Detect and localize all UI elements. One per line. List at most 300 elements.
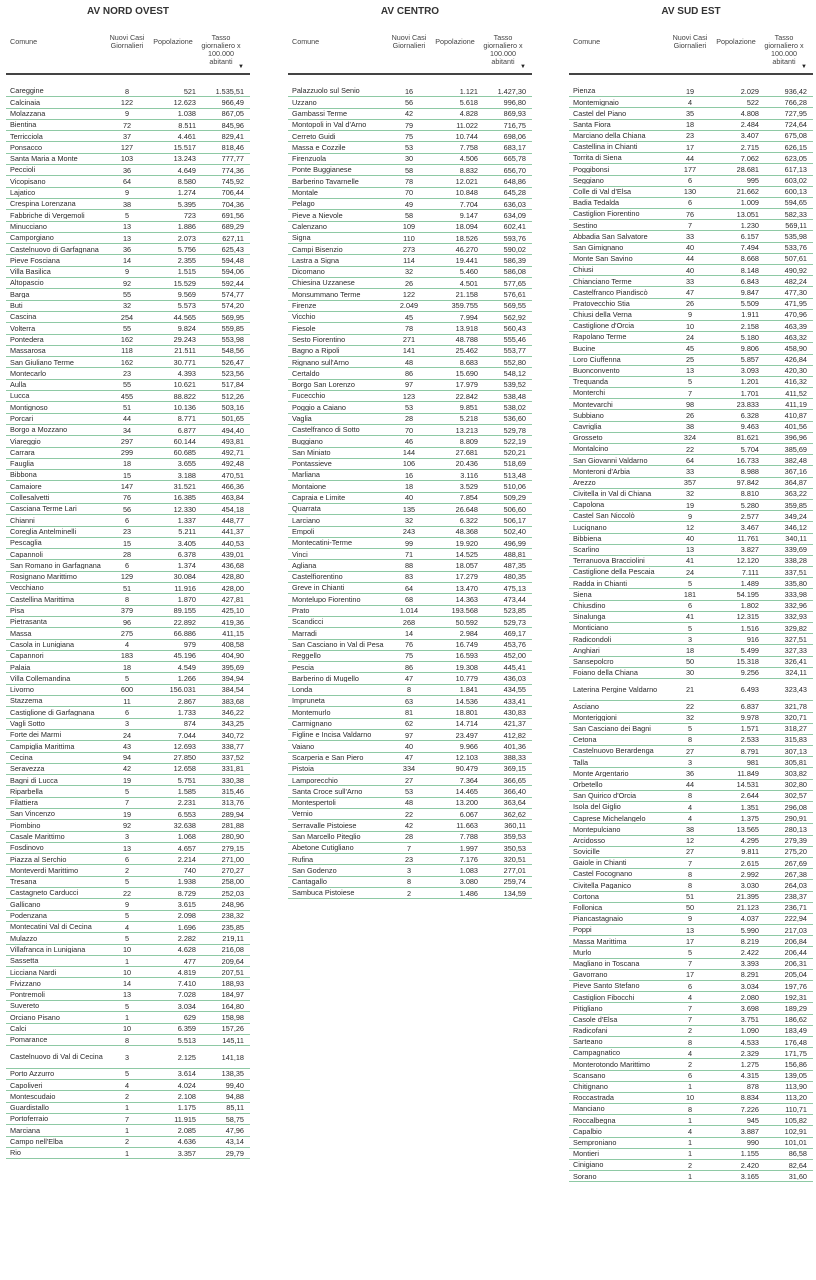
popolazione-cell: 5.513 xyxy=(177,1035,196,1045)
popolazione-cell: 13.213 xyxy=(455,425,478,435)
popolazione-cell: 25.462 xyxy=(455,346,478,356)
comune-cell: Bientina xyxy=(10,121,37,129)
tasso-cell: 539,52 xyxy=(503,380,526,390)
popolazione-cell: 3.407 xyxy=(740,131,759,141)
nuovi-casi-cell: 17 xyxy=(685,142,695,152)
popolazione-cell: 14.363 xyxy=(455,595,478,604)
tasso-cell: 192,31 xyxy=(784,992,807,1002)
comune-cell: Trequanda xyxy=(573,378,609,386)
table-row xyxy=(6,493,250,504)
nuovi-casi-cell: 51 xyxy=(685,892,695,902)
comune-cell: Portoferraio xyxy=(10,1115,49,1123)
table-row xyxy=(6,199,250,210)
popolazione-cell: 2.282 xyxy=(177,933,196,943)
sort-descending-icon[interactable]: ▼ xyxy=(238,64,244,70)
table-row xyxy=(6,651,250,662)
table-row xyxy=(6,538,250,549)
tasso-cell: 156,86 xyxy=(784,1059,807,1069)
comune-cell: Suvereto xyxy=(10,1002,40,1010)
comune-cell: Talla xyxy=(573,758,589,767)
tasso-cell: 396,96 xyxy=(784,433,807,443)
popolazione-cell: 8.809 xyxy=(459,436,478,446)
comune-cell: Murlo xyxy=(573,948,592,957)
table-row xyxy=(569,668,813,679)
nuovi-casi-cell: 455 xyxy=(120,391,134,401)
nuovi-casi-cell: 46 xyxy=(404,436,414,446)
popolazione-cell: 1.516 xyxy=(740,623,759,633)
nuovi-casi-cell: 75 xyxy=(404,651,414,661)
popolazione-cell: 18.057 xyxy=(455,561,478,571)
table-row xyxy=(288,730,532,741)
section-title: AV NORD OVEST xyxy=(86,6,170,17)
comune-cell: Pisa xyxy=(10,607,25,615)
comune-cell: Londa xyxy=(292,686,313,694)
table-row xyxy=(288,888,532,899)
header-comune[interactable]: Comune xyxy=(573,37,601,46)
nuovi-casi-cell: 51 xyxy=(122,402,132,412)
tasso-cell: 206,84 xyxy=(784,936,807,946)
comune-cell: Pescia xyxy=(292,663,314,672)
comune-cell: Badia Tedalda xyxy=(573,199,620,207)
popolazione-cell: 48.788 xyxy=(455,335,478,345)
nuovi-casi-cell: 6 xyxy=(687,1071,693,1081)
tasso-cell: 426,84 xyxy=(784,355,807,365)
tasso-cell: 493,81 xyxy=(221,436,244,446)
tasso-cell: 315,83 xyxy=(784,735,807,745)
comune-cell: Seggiano xyxy=(573,176,604,185)
popolazione-cell: 8.771 xyxy=(177,414,196,424)
table-row xyxy=(6,854,250,865)
table-row xyxy=(569,299,813,310)
popolazione-cell: 5.499 xyxy=(740,645,759,655)
header-comune[interactable]: Comune xyxy=(292,37,320,46)
comune-cell: Fiesole xyxy=(292,324,316,333)
tasso-cell: 138,35 xyxy=(221,1069,244,1079)
tasso-cell: 593,76 xyxy=(503,233,526,243)
popolazione-cell: 31.521 xyxy=(173,482,196,492)
tasso-cell: 205,04 xyxy=(784,970,807,980)
popolazione-cell: 979 xyxy=(183,640,196,650)
comune-cell: Casole d'Elsa xyxy=(573,1015,618,1024)
comune-cell: Poggibonsi xyxy=(573,165,610,174)
nuovi-casi-cell: 8 xyxy=(687,735,693,745)
popolazione-cell: 6.553 xyxy=(177,809,196,819)
tasso-cell: 463,39 xyxy=(784,321,807,331)
comune-cell: Prato xyxy=(292,607,310,615)
table-row xyxy=(569,1115,813,1126)
nuovi-casi-cell: 1 xyxy=(124,1012,130,1022)
header-nuovi-casi[interactable]: Nuovi Casi Giornalieri xyxy=(391,33,427,50)
nuovi-casi-cell: 56 xyxy=(122,504,132,514)
tasso-cell: 222,94 xyxy=(784,914,807,924)
comune-cell: Poppi xyxy=(573,926,592,934)
tasso-cell: 338,77 xyxy=(221,741,244,751)
section-title: AV SUD EST xyxy=(661,6,721,17)
comune-cell: Monteriggioni xyxy=(573,713,617,722)
tasso-cell: 439,01 xyxy=(221,549,244,559)
tasso-cell: 94,88 xyxy=(225,1092,244,1102)
nuovi-casi-cell: 32 xyxy=(685,489,695,499)
tasso-cell: 603,02 xyxy=(784,176,807,186)
nuovi-casi-cell: 3 xyxy=(124,1052,130,1062)
comune-cell: Pelago xyxy=(292,200,315,208)
nuovi-casi-cell: 9 xyxy=(124,109,130,119)
table-row xyxy=(288,820,532,831)
popolazione-cell: 54.195 xyxy=(736,590,759,600)
popolazione-cell: 5.573 xyxy=(177,301,196,311)
comune-cell: Stazzema xyxy=(10,697,43,705)
table-row xyxy=(569,645,813,656)
table-row xyxy=(288,459,532,470)
table-row xyxy=(569,1093,813,1104)
tasso-cell: 623,05 xyxy=(784,153,807,163)
comune-cell: Radicofani xyxy=(573,1027,608,1035)
comune-cell: Caprese Michelangelo xyxy=(573,814,646,823)
table-row xyxy=(288,86,532,97)
table-row xyxy=(569,1037,813,1048)
comune-cell: Gallicano xyxy=(10,900,41,909)
comune-cell: Villa Basilica xyxy=(10,268,51,276)
popolazione-cell: 2.422 xyxy=(740,948,759,958)
header-tasso[interactable]: Tasso giornaliero x 100.000 abitanti xyxy=(201,33,241,66)
popolazione-cell: 21.511 xyxy=(174,346,196,356)
sort-descending-icon[interactable]: ▼ xyxy=(520,64,526,70)
table-row xyxy=(569,880,813,891)
table-row xyxy=(288,617,532,628)
tasso-cell: 238,32 xyxy=(221,911,244,921)
tasso-cell: 665,78 xyxy=(503,154,526,164)
popolazione-cell: 2.098 xyxy=(177,911,196,921)
nuovi-casi-cell: 2 xyxy=(124,1137,130,1147)
nuovi-casi-cell: 7 xyxy=(687,1003,693,1013)
tasso-cell: 346,12 xyxy=(784,522,807,532)
tasso-cell: 259,74 xyxy=(503,877,526,887)
popolazione-cell: 13.918 xyxy=(455,323,478,333)
popolazione-cell: 3.393 xyxy=(740,959,759,969)
header-comune[interactable]: Comune xyxy=(10,37,38,46)
comune-cell: Grosseto xyxy=(573,434,603,442)
comune-cell: Vaglia xyxy=(292,415,312,423)
table-row xyxy=(288,176,532,187)
nuovi-casi-cell: 8 xyxy=(406,685,412,695)
popolazione-cell: 14.531 xyxy=(736,780,759,790)
section-centro xyxy=(288,6,532,899)
header-popolazione[interactable]: Popolazione xyxy=(435,37,475,46)
popolazione-cell: 89.155 xyxy=(173,606,196,616)
table-row xyxy=(569,757,813,768)
tasso-cell: 323,43 xyxy=(784,685,807,695)
tasso-cell: 569,95 xyxy=(221,312,244,322)
comune-cell: Campo nell'Elba xyxy=(10,1138,63,1146)
table-row xyxy=(6,380,250,391)
comune-cell: Montemurlo xyxy=(292,708,331,717)
popolazione-cell: 10.621 xyxy=(173,380,196,390)
header-nuovi-casi[interactable]: Nuovi Casi Giornalieri xyxy=(672,33,708,50)
table-row xyxy=(288,854,532,865)
table-row xyxy=(569,209,813,220)
table-row xyxy=(6,86,250,97)
popolazione-cell: 1.155 xyxy=(740,1149,759,1159)
tasso-cell: 362,62 xyxy=(503,809,526,819)
tasso-cell: 689,29 xyxy=(221,222,244,232)
comune-cell: Scarlino xyxy=(573,546,600,554)
table-row xyxy=(288,97,532,108)
nuovi-casi-cell: 8 xyxy=(124,1035,130,1045)
tasso-cell: 675,08 xyxy=(784,131,807,141)
tasso-cell: 29,79 xyxy=(225,1148,244,1158)
comune-cell: Porcari xyxy=(10,415,34,423)
tasso-cell: 350,53 xyxy=(503,843,526,853)
popolazione-cell: 2.533 xyxy=(740,735,759,745)
tasso-cell: 158,98 xyxy=(221,1012,244,1022)
tasso-cell: 475,13 xyxy=(503,583,526,593)
table-row xyxy=(288,877,532,888)
nuovi-casi-cell: 86 xyxy=(404,369,414,379)
nuovi-casi-cell: 1 xyxy=(687,1115,693,1125)
nuovi-casi-cell: 254 xyxy=(120,312,134,322)
tasso-cell: 548,56 xyxy=(221,346,244,356)
comune-cell: Cinigiano xyxy=(573,1161,604,1169)
comune-cell: Castiglione di Garfagnana xyxy=(10,708,95,717)
nuovi-casi-cell: 81 xyxy=(404,707,414,717)
popolazione-cell: 13.051 xyxy=(736,209,759,219)
popolazione-cell: 11.761 xyxy=(737,534,759,544)
nuovi-casi-cell: 30 xyxy=(685,668,695,678)
tasso-cell: 318,27 xyxy=(784,724,807,734)
table-row xyxy=(6,809,250,820)
tasso-cell: 458,90 xyxy=(784,343,807,353)
table-row xyxy=(6,899,250,910)
tasso-cell: 248,96 xyxy=(221,900,244,910)
table-row xyxy=(569,724,813,735)
nuovi-casi-cell: 17 xyxy=(685,936,695,946)
nuovi-casi-cell: 94 xyxy=(122,753,132,763)
comune-cell: Sesto Fiorentino xyxy=(292,335,346,344)
nuovi-casi-cell: 8 xyxy=(124,86,130,96)
nuovi-casi-cell: 48 xyxy=(404,798,414,808)
comune-cell: Civitella Paganico xyxy=(573,881,632,890)
nuovi-casi-cell: 9 xyxy=(687,511,693,521)
nuovi-casi-cell: 122 xyxy=(402,289,416,299)
popolazione-cell: 16.749 xyxy=(455,640,478,650)
comune-cell: Fosdinovo xyxy=(10,844,44,852)
tasso-cell: 401,56 xyxy=(784,422,807,432)
tasso-cell: 421,37 xyxy=(503,719,526,729)
table-row xyxy=(569,265,813,276)
table-row xyxy=(569,86,813,97)
nuovi-casi-cell: 40 xyxy=(685,534,695,544)
comune-cell: Montignoso xyxy=(10,403,48,412)
nuovi-casi-cell: 3 xyxy=(687,634,693,644)
popolazione-cell: 13.243 xyxy=(173,154,196,164)
table-row xyxy=(6,459,250,470)
tasso-cell: 280,90 xyxy=(221,832,244,842)
table-row xyxy=(569,791,813,802)
tasso-cell: 648,86 xyxy=(503,177,526,187)
tasso-cell: 523,56 xyxy=(221,369,244,379)
nuovi-casi-cell: 75 xyxy=(404,131,414,141)
nuovi-casi-cell: 324 xyxy=(683,433,697,443)
nuovi-casi-cell: 3 xyxy=(406,866,412,876)
nuovi-casi-cell: 19 xyxy=(122,775,132,785)
popolazione-cell: 1.351 xyxy=(740,802,759,812)
nuovi-casi-cell: 25 xyxy=(685,355,695,365)
tasso-cell: 258,00 xyxy=(221,877,244,887)
tasso-cell: 113,90 xyxy=(785,1082,807,1092)
table-row xyxy=(569,1015,813,1026)
popolazione-cell: 29.243 xyxy=(173,335,196,345)
tasso-cell: 436,68 xyxy=(221,561,244,571)
popolazione-cell: 14.714 xyxy=(455,719,478,729)
popolazione-cell: 6.837 xyxy=(740,701,759,711)
popolazione-cell: 23.497 xyxy=(455,730,478,740)
nuovi-casi-cell: 1 xyxy=(687,1138,693,1148)
comune-cell: Castiglione d'Orcia xyxy=(573,322,635,330)
comune-cell: Chiusi della Verna xyxy=(573,311,632,319)
nuovi-casi-cell: 147 xyxy=(120,482,134,492)
tasso-cell: 777,77 xyxy=(221,154,244,164)
table-row xyxy=(6,1069,250,1080)
nuovi-casi-cell: 19 xyxy=(685,500,695,510)
header-nuovi-casi[interactable]: Nuovi Casi Giornalieri xyxy=(109,33,145,50)
table-body xyxy=(569,86,813,1182)
tasso-cell: 416,32 xyxy=(784,377,807,387)
table-row xyxy=(569,858,813,869)
popolazione-cell: 44.565 xyxy=(173,312,196,322)
table-row xyxy=(288,832,532,843)
comune-cell: Montale xyxy=(292,189,318,197)
table-row xyxy=(6,978,250,989)
comune-cell: Forte dei Marmi xyxy=(10,731,62,739)
nuovi-casi-cell: 18 xyxy=(685,120,695,130)
tasso-cell: 364,87 xyxy=(784,478,807,488)
header-popolazione[interactable]: Popolazione xyxy=(716,37,756,46)
popolazione-cell: 22.892 xyxy=(173,617,196,627)
table-row xyxy=(288,640,532,651)
tasso-cell: 134,59 xyxy=(503,888,526,898)
header-tasso[interactable]: Tasso giornaliero x 100.000 abitanti xyxy=(483,33,523,66)
tasso-cell: 411,15 xyxy=(222,628,244,638)
tasso-cell: 502,40 xyxy=(503,527,526,537)
nuovi-casi-cell: 5 xyxy=(687,724,693,734)
table-row xyxy=(569,410,813,421)
tasso-cell: 206,31 xyxy=(784,959,807,969)
table-row xyxy=(569,813,813,824)
sort-descending-icon[interactable]: ▼ xyxy=(801,64,807,70)
comune-cell: Capannoli xyxy=(10,550,43,559)
nuovi-casi-cell: 135 xyxy=(402,504,416,514)
comune-cell: Castel del Piano xyxy=(573,109,627,118)
popolazione-cell: 12.021 xyxy=(455,177,478,187)
popolazione-cell: 1.489 xyxy=(740,578,759,588)
nuovi-casi-cell: 114 xyxy=(403,256,415,266)
tasso-cell: 99,40 xyxy=(225,1080,244,1090)
nuovi-casi-cell: 7 xyxy=(124,798,130,808)
nuovi-casi-cell: 40 xyxy=(685,265,695,275)
nuovi-casi-cell: 40 xyxy=(404,493,414,503)
table-row xyxy=(569,824,813,835)
nuovi-casi-cell: 37 xyxy=(122,131,132,141)
popolazione-cell: 2.484 xyxy=(740,120,759,130)
comune-cell: Peccioli xyxy=(10,166,36,174)
table-row xyxy=(288,606,532,617)
table-row xyxy=(569,422,813,433)
nuovi-casi-cell: 34 xyxy=(122,425,132,435)
comune-cell: San Marcello Piteglio xyxy=(292,832,361,841)
tasso-cell: 594,65 xyxy=(784,198,807,208)
table-row xyxy=(288,809,532,820)
nuovi-casi-cell: 297 xyxy=(120,436,134,446)
nuovi-casi-cell: 1 xyxy=(124,1103,130,1113)
tasso-cell: 207,51 xyxy=(221,967,244,977)
popolazione-cell: 4.649 xyxy=(177,165,196,175)
tasso-cell: 470,51 xyxy=(221,470,244,480)
nuovi-casi-cell: 55 xyxy=(122,380,132,390)
popolazione-cell: 1.121 xyxy=(459,86,478,96)
popolazione-cell: 1.911 xyxy=(741,310,759,320)
popolazione-cell: 15.318 xyxy=(736,657,759,667)
popolazione-cell: 1.083 xyxy=(459,866,478,876)
tasso-cell: 513,48 xyxy=(503,470,526,480)
comune-cell: Pienza xyxy=(573,87,596,95)
tasso-cell: 428,00 xyxy=(221,583,244,593)
nuovi-casi-cell: 76 xyxy=(685,209,695,219)
nuovi-casi-cell: 44 xyxy=(685,780,695,790)
nuovi-casi-cell: 2 xyxy=(124,866,130,876)
table-row xyxy=(6,786,250,797)
table-row xyxy=(569,120,813,131)
tasso-cell: 171,75 xyxy=(784,1048,807,1058)
table-row xyxy=(569,287,813,298)
popolazione-cell: 1.515 xyxy=(177,267,196,277)
table-row xyxy=(569,377,813,388)
nuovi-casi-cell: 12 xyxy=(685,522,695,532)
comune-cell: Cascina xyxy=(10,313,37,321)
header-tasso[interactable]: Tasso giornaliero x 100.000 abitanti xyxy=(764,33,804,66)
table-row xyxy=(569,634,813,645)
nuovi-casi-cell: 14 xyxy=(122,256,132,266)
comune-cell: Montaione xyxy=(292,482,327,491)
popolazione-cell: 22.842 xyxy=(455,391,478,401)
popolazione-cell: 9.847 xyxy=(740,287,759,297)
nuovi-casi-cell: 13 xyxy=(685,366,695,376)
nuovi-casi-cell: 49 xyxy=(404,199,414,209)
tasso-cell: 560,43 xyxy=(503,323,526,333)
header-popolazione[interactable]: Popolazione xyxy=(153,37,193,46)
comune-cell: Cortona xyxy=(573,892,599,901)
tasso-cell: 683,17 xyxy=(503,143,526,153)
table-row xyxy=(569,836,813,847)
nuovi-casi-cell: 58 xyxy=(404,210,414,220)
popolazione-cell: 5.509 xyxy=(740,299,759,309)
comune-cell: Castelnuovo di Garfagnana xyxy=(10,245,99,254)
popolazione-cell: 3.615 xyxy=(177,900,196,910)
popolazione-cell: 4.533 xyxy=(740,1037,759,1047)
tasso-cell: 412,82 xyxy=(503,730,526,740)
tasso-cell: 270,27 xyxy=(221,866,244,876)
nuovi-casi-cell: 141 xyxy=(402,346,416,356)
tasso-cell: 704,36 xyxy=(221,199,244,209)
table-row xyxy=(288,843,532,854)
comune-cell: Castelfiorentino xyxy=(292,573,343,581)
tasso-cell: 141,18 xyxy=(221,1052,244,1062)
nuovi-casi-cell: 64 xyxy=(122,177,132,187)
popolazione-cell: 4.549 xyxy=(177,662,196,672)
table-row xyxy=(6,414,250,425)
popolazione-cell: 19.308 xyxy=(455,662,478,672)
table-header xyxy=(569,18,813,75)
tasso-cell: 326,41 xyxy=(784,657,807,667)
